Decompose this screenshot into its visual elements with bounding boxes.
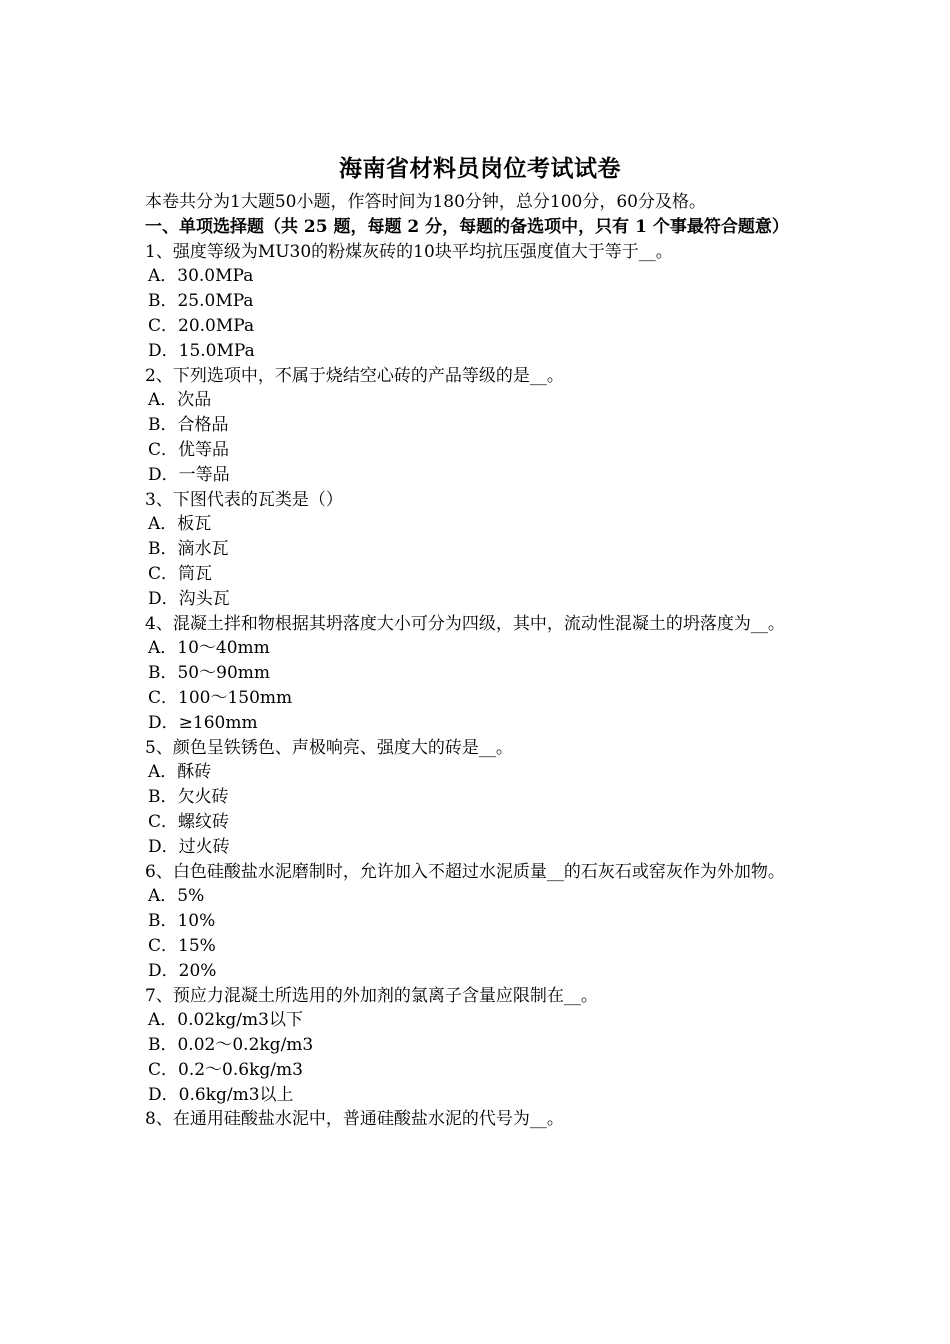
option-d: D．15.0MPa xyxy=(148,340,255,361)
option-d: D．一等品 xyxy=(148,464,230,485)
option-b: B．合格品 xyxy=(148,415,229,436)
option-b: B．滴水瓦 xyxy=(148,539,229,560)
option-b: B．10% xyxy=(148,911,216,932)
option-d: D．20% xyxy=(148,960,217,981)
option-c: C．优等品 xyxy=(148,439,230,460)
option-a: A．0.02kg/m3以下 xyxy=(148,1010,303,1031)
question-item xyxy=(145,736,815,860)
option-a: A．次品 xyxy=(148,390,212,411)
question-item xyxy=(145,488,815,612)
question-text: 3、下图代表的瓦类是（） xyxy=(145,489,343,510)
question-text: 8、在通用硅酸盐水泥中，普通硅酸盐水泥的代号为__。 xyxy=(145,1109,564,1130)
question-item xyxy=(145,612,815,736)
option-c: C．0.2～0.6kg/m3 xyxy=(148,1059,303,1080)
option-d: D．≥160mm xyxy=(148,712,258,733)
question-item xyxy=(145,364,815,488)
option-c: C．100～150mm xyxy=(148,687,293,708)
option-a: A．5% xyxy=(148,886,205,907)
intro-text: 本卷共分为1大题50小题，作答时间为180分钟，总分100分，60分及格。 xyxy=(145,192,706,212)
option-b: B．50～90mm xyxy=(148,663,270,684)
option-d: D．过火砖 xyxy=(148,836,230,857)
question-text: 7、预应力混凝土所选用的外加剂的氯离子含量应限制在__。 xyxy=(145,985,598,1006)
question-text: 6、白色硅酸盐水泥磨制时，允许加入不超过水泥质量__的石灰石或窑灰作为外加物。 xyxy=(145,861,785,882)
option-c: C．筒瓦 xyxy=(148,563,213,584)
document-page xyxy=(145,152,815,1132)
question-list xyxy=(145,240,815,1133)
question-item xyxy=(145,1107,815,1132)
option-d: D．沟头瓦 xyxy=(148,588,230,609)
question-text: 5、颜色呈铁锈色、声极响亮、强度大的砖是__。 xyxy=(145,737,513,758)
question-item xyxy=(145,984,815,1108)
option-b: B．0.02～0.2kg/m3 xyxy=(148,1035,314,1056)
question-item xyxy=(145,860,815,984)
document-title: 海南省材料员岗位考试试卷 xyxy=(339,155,621,182)
option-b: B．25.0MPa xyxy=(148,291,254,312)
option-a: A．酥砖 xyxy=(148,762,212,783)
question-text: 2、下列选项中，不属于烧结空心砖的产品等级的是__。 xyxy=(145,365,564,386)
option-c: C．15% xyxy=(148,935,216,956)
option-a: A．30.0MPa xyxy=(148,266,254,287)
question-text: 1、强度等级为MU30的粉煤灰砖的10块平均抗压强度值大于等于__。 xyxy=(145,241,673,262)
option-a: A．板瓦 xyxy=(148,514,212,535)
question-text: 4、混凝土拌和物根据其坍落度大小可分为四级，其中，流动性混凝土的坍落度为__。 xyxy=(145,613,785,634)
option-b: B．欠火砖 xyxy=(148,787,229,808)
option-c: C．螺纹砖 xyxy=(148,811,230,832)
question-item xyxy=(145,240,815,364)
option-c: C．20.0MPa xyxy=(148,315,255,336)
section-heading: 一、单项选择题（共 25 题，每题 2 分，每题的备选项中，只有 1 个事最符合题意） xyxy=(145,216,789,237)
option-d: D．0.6kg/m3以上 xyxy=(148,1084,294,1105)
option-a: A．10～40mm xyxy=(148,638,270,659)
